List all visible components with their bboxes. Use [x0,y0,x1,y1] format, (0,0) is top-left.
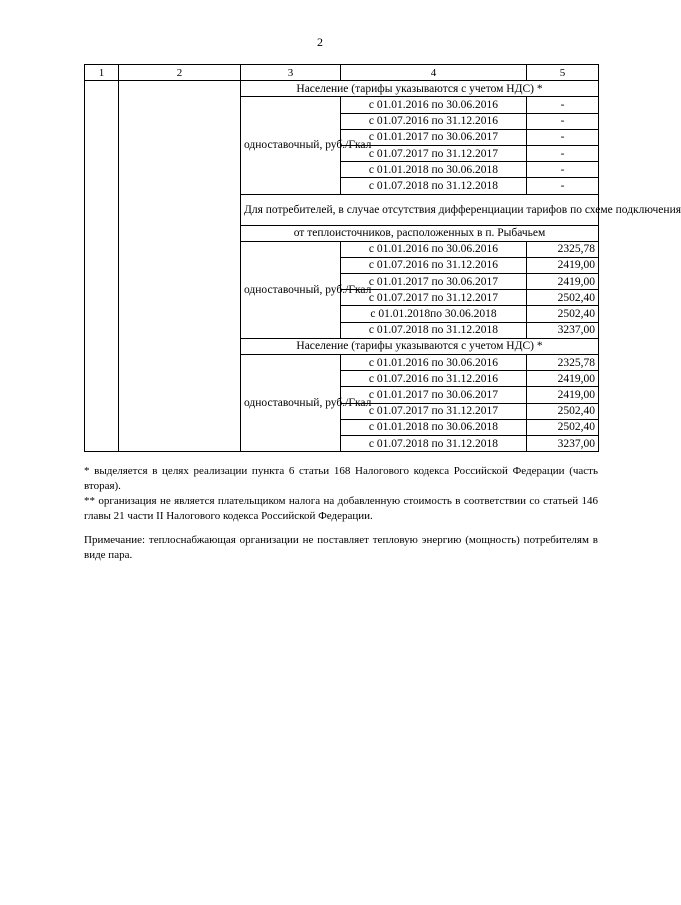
unit-cell: одноставочный, руб./Гкал [241,241,341,338]
col-header-5: 5 [527,65,599,81]
section-title-row [85,81,599,97]
col-header-4: 4 [341,65,527,81]
footnotes [84,464,598,524]
value-cell: 2502,40 [527,306,599,322]
period-cell: с 01.01.2017 по 30.06.2017 [341,387,527,403]
value-cell: - [527,97,599,113]
value-cell: 3237,00 [527,435,599,451]
col-header-3: 3 [241,65,341,81]
unit-cell: одноставочный, руб./Гкал [241,97,341,194]
footnote-vat: * выделяется в целях реализации пункта 6 статьи 168 Налогового кодекса Российской Федерации (часть вторая). [84,465,598,492]
footnote-divider [84,451,258,452]
period-cell: с 01.07.2017 по 31.12.2017 [341,145,527,161]
period-cell: с 01.07.2017 по 31.12.2017 [341,403,527,419]
period-cell: с 01.07.2016 по 31.12.2016 [341,113,527,129]
note-text: Примечание: теплоснабжающая организации не поставляет тепловую энергию (мощность) потребителям в виде пара. [84,534,598,561]
value-cell: 2325,78 [527,241,599,257]
value-cell: - [527,162,599,178]
period-cell: с 01.07.2016 по 31.12.2016 [341,257,527,273]
period-cell: с 01.01.2018 по 30.06.2018 [341,162,527,178]
period-cell: с 01.07.2018 по 31.12.2018 [341,178,527,194]
value-cell: - [527,113,599,129]
value-cell: 2325,78 [527,355,599,371]
section-title: Для потребителей, в случае отсутствия дифференциации тарифов по схеме подключения [241,194,599,225]
table-header-row [85,65,599,81]
col-header-2: 2 [119,65,241,81]
section-subtitle: от теплоисточников, расположенных в п. Рыбачьем [241,225,599,241]
value-cell: 2502,40 [527,403,599,419]
page-number: 2 [317,35,323,49]
period-cell: с 01.07.2018 по 31.12.2018 [341,322,527,338]
period-cell: с 01.01.2017 по 30.06.2017 [341,129,527,145]
col-header-1: 1 [85,65,119,81]
period-cell: с 01.01.2016 по 30.06.2016 [341,355,527,371]
value-cell: - [527,145,599,161]
value-cell: 2419,00 [527,387,599,403]
period-cell: с 01.01.2018 по 30.06.2018 [341,419,527,435]
period-cell: с 01.07.2017 по 31.12.2017 [341,290,527,306]
value-cell: 2419,00 [527,274,599,290]
note-block [84,533,598,563]
footnote-non-vat: ** организация не является плательщиком налога на добавленную стоимость в соответствии со статьей 146 главы 21 части II Налогового кодекса Российской Федерации. [84,495,598,522]
period-cell: с 01.07.2018 по 31.12.2018 [341,435,527,451]
period-cell: с 01.07.2016 по 31.12.2016 [341,371,527,387]
value-cell: 2419,00 [527,257,599,273]
value-cell: - [527,178,599,194]
value-cell: 2502,40 [527,419,599,435]
value-cell: - [527,129,599,145]
value-cell: 2502,40 [527,290,599,306]
col-2-cell [119,81,241,452]
section-title: Население (тарифы указываются с учетом НДС) * [241,338,599,354]
col-1-cell [85,81,119,452]
value-cell: 3237,00 [527,322,599,338]
value-cell: 2419,00 [527,371,599,387]
section-title: Население (тарифы указываются с учетом НДС) * [241,81,599,97]
period-cell: с 01.01.2017 по 30.06.2017 [341,274,527,290]
period-cell: с 01.01.2016 по 30.06.2016 [341,241,527,257]
tariff-table [84,64,681,452]
period-cell: с 01.01.2016 по 30.06.2016 [341,97,527,113]
unit-cell: одноставочный, руб./Гкал [241,355,341,452]
period-cell: с 01.01.2018по 30.06.2018 [341,306,527,322]
